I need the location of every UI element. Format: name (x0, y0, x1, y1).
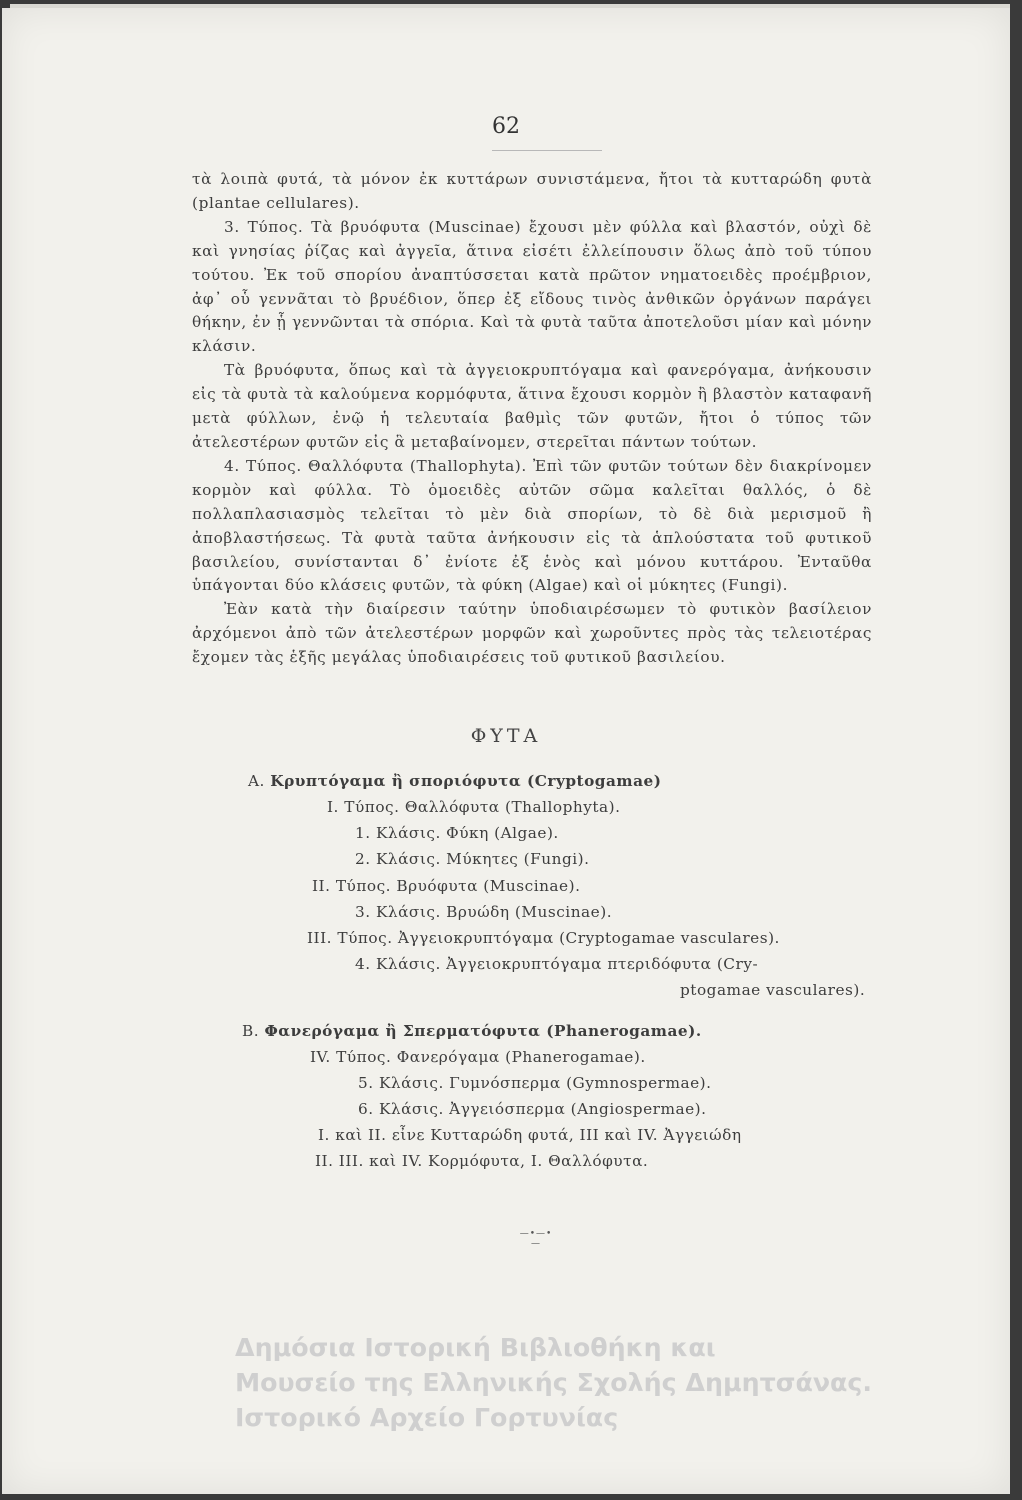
outline-text: Τύπος. Φανερόγαμα (Phanerogamae). (336, 1048, 646, 1066)
paragraph: Τὰ βρυόφυτα, ὅπως καὶ τὰ ἀγγειοκρυπτόγαμα καὶ φανερόγαμα, ἀνήκουσιν εἰς τὰ φυτὰ τὰ καλούμενα κορμόφυτα, ἅτινα ἔχουσι κορμὸν ἢ βλαστὸν καταφανῆ μετὰ φύλλων, ἐνῷ ἡ τελευταία βαθμὶς τῶν φυτῶν, ἤτοι ὁ τύπος τῶν ἀτελεστέρων φυτῶν εἰς ἃ μεταβαίνομεν, στερεῖται πάντων τούτων. (192, 361, 872, 451)
outline-text: Τύπος. Θαλλόφυτα (Thallophyta). (344, 798, 621, 816)
watermark-line: Ιστορικό Αρχείο Γορτυνίας (235, 1403, 619, 1432)
outline-text: Κλάσις. Μύκητες (Fungi). (375, 850, 590, 868)
paragraph: Ἐὰν κατὰ τὴν διαίρεσιν ταύτην ὑποδιαιρέσωμεν τὸ φυτικὸν βασίλειον ἀρχόμενοι ἀπὸ τῶν ἀτελεστέρων μορφῶν καὶ χωροῦντες πρὸς τὰς τελειοτέρας ἔχομεν τὰς ἑξῆς μεγάλας ὑποδιαιρέσεις τοῦ φυτικοῦ βασιλείου. (192, 600, 872, 667)
outline-item (312, 877, 580, 895)
outline-text: Κλάσις. Φύκη (Algae). (375, 824, 559, 842)
outline-text: Κρυπτόγαμα ἢ σποριόφυτα (Cryptogamae) (270, 772, 662, 790)
book-page (2, 8, 1010, 1494)
outline-text: ptogamae vasculares). (680, 981, 866, 999)
outline-item (318, 1126, 742, 1144)
outline-prefix: II. (312, 877, 331, 895)
page-number: 62 (492, 114, 520, 139)
outline-item (358, 1074, 712, 1092)
outline-text: Κλάσις. Ἀγγειόσπερμα (Angiospermae). (378, 1100, 707, 1118)
outline-prefix: Α. (248, 772, 265, 790)
outline-item (680, 981, 865, 999)
outline-prefix: I. (327, 798, 339, 816)
outline-text: Τύπος. Ἀγγειοκρυπτόγαμα (Cryptogamae vasculares). (337, 929, 780, 947)
outline-item (358, 1100, 706, 1118)
outline-prefix: 1. (355, 824, 371, 842)
outline-text: Κλάσις. Ἀγγειοκρυπτόγαμα πτεριδόφυτα (Cry- (375, 955, 759, 973)
watermark-line: Δημόσια Ιστορική Βιβλιοθήκη και (235, 1333, 716, 1362)
body-text (192, 168, 872, 670)
paragraph: 3. Τύπος. Τὰ βρυόφυτα (Muscinae) ἔχουσι μὲν φύλλα καὶ βλαστόν, οὐχὶ δὲ καὶ γνησίας ῥίζας καὶ ἀγγεῖα, ἅτινα εἰσέτι ἐλλείπουσιν ὅλως ἀπὸ τοῦ τύπου τούτου. Ἐκ τοῦ σπορίου ἀναπτύσσεται κατὰ πρῶτον νηματοειδὲς προέμβριον, ἀφ᾽ οὗ γεννᾶται τὸ βρυέδιον, ὅπερ ἐξ εἴδους τινὸς ἀνθικῶν ὀργάνων παράγει θήκην, ἐν ᾗ γεννῶνται τὰ σπόρια. Καὶ τὰ φυτὰ ταῦτα ἀποτελοῦσι μίαν καὶ μόνην κλάσιν. (192, 217, 872, 356)
outline-item (307, 929, 780, 947)
page-number-rule (492, 150, 602, 151)
watermark-line: Μουσείο της Ελληνικής Σχολής Δημητσάνας. (235, 1368, 873, 1397)
outline-item (355, 903, 612, 921)
outline-prefix: 5. (358, 1074, 374, 1092)
outline-item (242, 1022, 702, 1040)
outline-prefix: Β. (242, 1022, 260, 1040)
outline-prefix: III. (307, 929, 332, 947)
outline-text: Κλάσις. Γυμνόσπερμα (Gymnospermae). (378, 1074, 712, 1092)
paragraph: 4. Τύπος. Θαλλόφυτα (Thallophyta). Ἐπὶ τῶν φυτῶν τούτων δὲν διακρίνομεν κορμὸν καὶ φύλλα. Τὸ ὁμοειδὲς αὐτῶν σῶμα καλεῖται θαλλός, ὁ δὲ πολλαπλασιασμὸς τελεῖται τὸ μὲν διὰ σπορίων, τὸ δὲ διὰ μερισμοῦ ἢ ἀποβλαστήσεως. Τὰ φυτὰ ταῦτα ἀνήκουσιν εἰς τὰ ἁπλούστατα τοῦ φυτικοῦ βασιλείου, συνίστανται δ᾽ ἐνίοτε ἐξ ἑνὸς καὶ μόνου κυττάρου. Ἐνταῦθα ὑπάγονται δύο κλάσεις φυτῶν, τὰ φύκη (Algae) καὶ οἱ μύκητες (Fungi). (192, 456, 872, 595)
outline-prefix: 4. (355, 955, 371, 973)
outline-prefix: 3. (355, 903, 371, 921)
outline-item (355, 824, 559, 842)
library-watermark (235, 1330, 995, 1435)
ornament-divider: —•—•— (519, 1229, 553, 1249)
outline-text: II. III. καὶ IV. Κορμόφυτα, I. Θαλλόφυτα. (315, 1152, 649, 1170)
outline-item (310, 1048, 646, 1066)
outline-item (327, 798, 621, 816)
outline-item (355, 850, 589, 868)
outline-text: Τύπος. Βρυόφυτα (Muscinae). (335, 877, 581, 895)
outline-prefix: IV. (310, 1048, 331, 1066)
outline-item (248, 772, 661, 790)
outline-item (355, 955, 758, 973)
paragraph: τὰ λοιπὰ φυτά, τὰ μόνον ἐκ κυττάρων συνιστάμενα, ἤτοι τὰ κυτταρώδη φυτὰ (plantae cellulares). (192, 170, 872, 212)
outline-item (315, 1152, 648, 1170)
outline-prefix: 6. (358, 1100, 374, 1118)
outline-text: Φανερόγαμα ἢ Σπερματόφυτα (Phanerogamae). (264, 1022, 702, 1040)
section-title: ΦΥΤΑ (470, 725, 542, 747)
outline-text: Κλάσις. Βρυώδη (Muscinae). (375, 903, 613, 921)
outline-text: I. καὶ II. εἶνε Κυτταρώδη φυτά, III καὶ IV. Ἀγγειώδη (318, 1126, 742, 1144)
outline-prefix: 2. (355, 850, 371, 868)
